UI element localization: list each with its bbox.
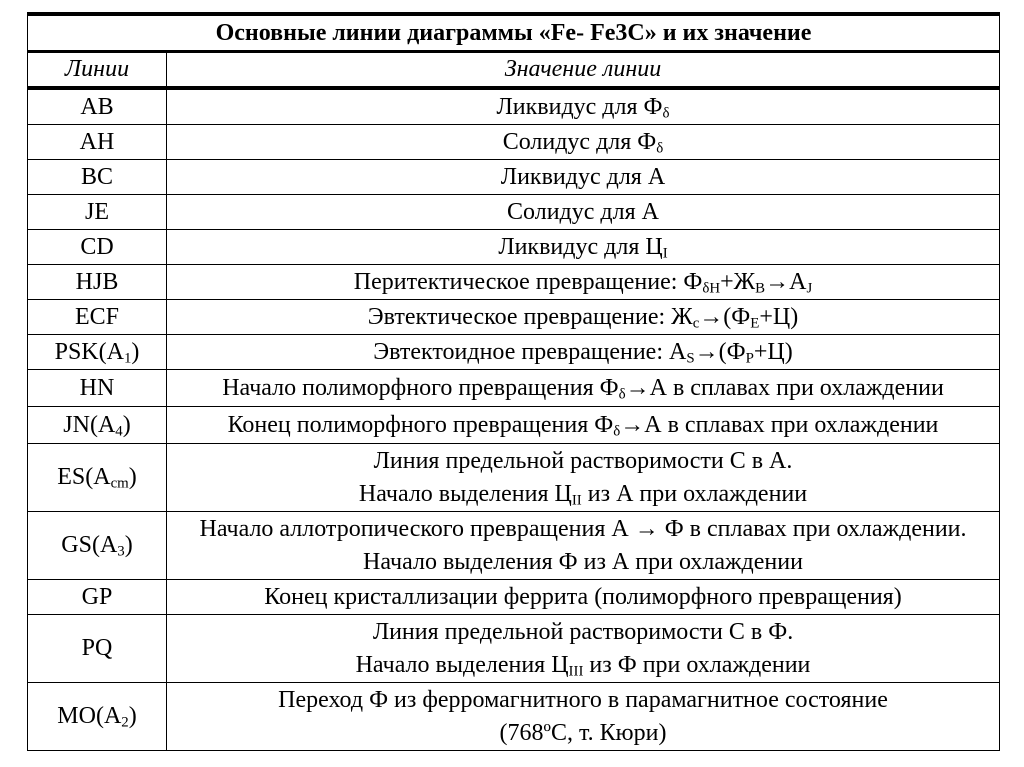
line-meaning-cell [167,335,1000,370]
text-segment: HN [79,374,115,401]
line-name-cell [28,195,167,230]
text-segment: ES(A [57,464,111,490]
line-meaning-cell [167,580,1000,615]
text-segment: Солидус для Ф [502,128,657,155]
meaning-line [171,409,995,442]
subscript: δ [656,140,664,157]
table-row [28,195,1000,230]
text-segment: MO(A [57,703,122,729]
text-segment: ) [128,464,137,490]
meaning-line [171,616,995,649]
subscript: B [755,280,766,297]
text-segment: +Ж [720,268,756,295]
text-segment: Ликвидус для Ц [498,233,663,260]
text-segment: Эвтектоидное превращение: А [373,338,687,365]
subscript: I [662,245,668,262]
header-lines: Линии [28,52,167,89]
table-row [28,512,1000,580]
subscript: P [745,350,754,367]
subscript: II [571,492,582,509]
fe-fe3c-lines-table [27,12,1000,751]
table-row [28,407,1000,444]
text-segment: Начало выделения Ц [358,480,572,507]
meaning-line [171,581,995,614]
text-segment: →А в сплавах при охлаждении [625,374,944,401]
subscript: 4 [115,423,123,440]
table-row [28,335,1000,370]
text-segment: PSK(A [54,338,124,365]
subscript: E [750,315,760,332]
text-segment: PQ [81,635,113,661]
text-segment: ) [124,532,133,558]
subscript: 2 [121,714,129,731]
line-name-cell [28,335,167,370]
line-meaning-cell [167,230,1000,265]
table-row [28,230,1000,265]
meaning-line [171,336,995,369]
line-meaning-cell [167,160,1000,195]
subscript: c [692,315,700,332]
line-name-cell [28,444,167,512]
subscript: III [568,663,584,680]
text-segment: Начало полиморфного превращения Ф [222,374,619,401]
subscript: 3 [117,543,125,560]
meaning-line [171,546,995,579]
line-meaning-cell [167,407,1000,444]
meaning-line [171,717,995,750]
line-meaning-cell [167,615,1000,683]
text-segment: AB [80,93,114,120]
line-name-cell [28,683,167,751]
line-meaning-cell [167,300,1000,335]
meaning-line [171,266,995,299]
line-name-cell [28,160,167,195]
text-segment: →А [765,268,807,295]
table-row [28,265,1000,300]
text-segment: Конец полиморфного превращения Ф [227,411,614,438]
subscript: δ [618,386,626,403]
meaning-line [171,196,995,229]
line-name-cell [28,265,167,300]
text-segment: Конец кристаллизации феррита (полиморфного превращения) [264,583,902,610]
meaning-line [171,513,995,546]
text-segment: →(Ф [699,303,751,330]
meaning-line [171,161,995,194]
line-meaning-cell [167,683,1000,751]
line-name-cell [28,230,167,265]
text-segment: BC [80,163,113,190]
table-title: Основные линии диаграммы «Fe- Fe3C» и их значение [28,14,1000,52]
line-name-cell [28,615,167,683]
line-meaning-cell [167,512,1000,580]
meaning-line [171,231,995,264]
line-name-cell [28,407,167,444]
subscript: J [806,280,813,297]
line-name-cell [28,580,167,615]
subscript: δH [702,280,721,297]
text-segment: ) [131,338,140,365]
meaning-line [171,684,995,717]
table-row [28,615,1000,683]
line-meaning-cell [167,444,1000,512]
text-segment: ) [122,411,131,438]
text-segment: Ликвидус для Ф [496,93,663,120]
meaning-line [171,445,995,478]
meaning-line [171,126,995,159]
text-segment: Начало выделения Ф из А при охлаждении [363,548,803,575]
text-segment: (768ºC, т. Кюри) [499,719,667,746]
text-segment: GS(A [61,532,118,558]
table-row [28,370,1000,407]
meaning-line [171,372,995,405]
line-name-cell [28,125,167,160]
table-row [28,580,1000,615]
line-name-cell [28,88,167,125]
text-segment: →(Ф [694,338,746,365]
table-row [28,683,1000,751]
text-segment: Линия предельной растворимости С в А. [373,447,793,474]
meaning-line [171,91,995,124]
text-segment: Линия предельной растворимости С в Ф. [372,618,794,645]
subscript: δ [662,105,670,122]
subscript: 1 [123,350,132,367]
table-row [28,444,1000,512]
table-row [28,300,1000,335]
text-segment: HJB [75,268,119,295]
text-segment: Ликвидус для А [500,163,666,190]
text-segment: Перитектическое превращение: Ф [353,268,703,295]
text-segment: JN(A [63,411,116,438]
line-name-cell [28,512,167,580]
meaning-line [171,478,995,511]
text-segment: Начало аллотропического превращения А → Ф в сплавах при охлаждении. [199,515,967,542]
subscript: δ [613,423,621,440]
line-meaning-cell [167,370,1000,407]
subscript: S [686,350,695,367]
text-segment: Эвтектическое превращение: Ж [367,303,693,330]
line-meaning-cell [167,195,1000,230]
subscript: cm [110,475,129,492]
meaning-line [171,301,995,334]
text-segment: Начало выделения Ц [355,651,569,678]
text-segment: Переход Ф из ферромагнитного в парамагнитное состояние [278,686,888,713]
text-segment: +Ц) [753,338,793,365]
text-segment: +Ц) [759,303,799,330]
text-segment: ECF [74,303,119,330]
table-row [28,125,1000,160]
text-segment: JE [85,198,109,225]
text-segment: Солидус для А [507,198,659,225]
text-segment: GP [81,583,113,610]
text-segment: AH [79,128,115,155]
table-row [28,160,1000,195]
header-meaning: Значение линии [167,52,1000,89]
line-name-cell [28,300,167,335]
text-segment: →А в сплавах при охлаждении [620,411,939,438]
line-meaning-cell [167,88,1000,125]
text-segment: из А при охлаждении [581,480,808,507]
table-row [28,88,1000,125]
text-segment: CD [80,233,114,260]
line-meaning-cell [167,265,1000,300]
text-segment: ) [128,703,137,729]
line-meaning-cell [167,125,1000,160]
text-segment: из Ф при охлаждении [583,651,811,678]
meaning-line [171,649,995,682]
line-name-cell [28,370,167,407]
